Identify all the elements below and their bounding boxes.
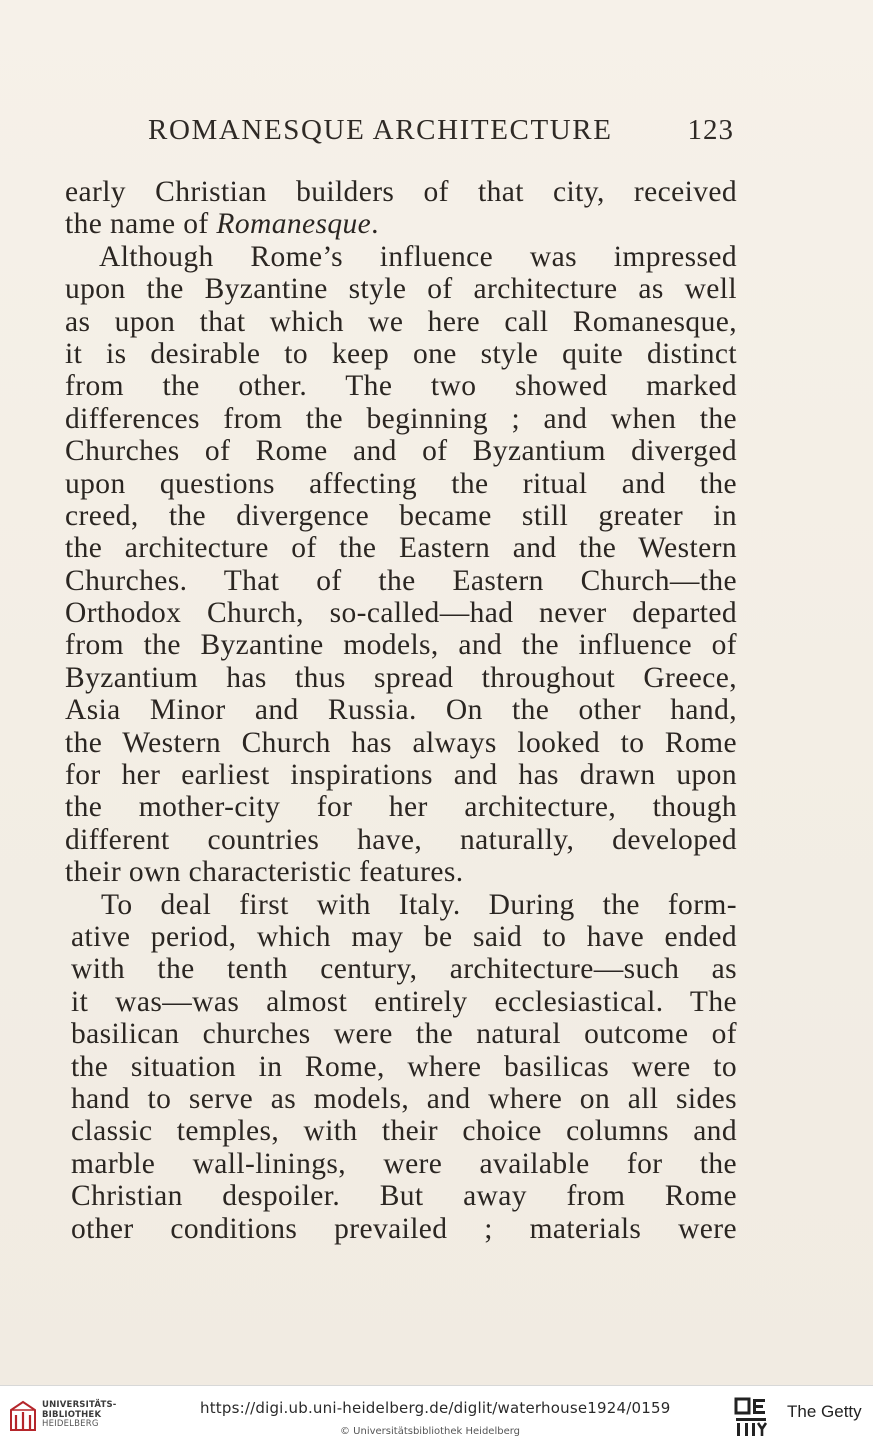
text-line: the situation in Rome, where basilicas were to	[71, 1050, 737, 1083]
text-line: classic temples, with their choice columns and	[71, 1115, 737, 1148]
text-line: from the other. The two showed marked	[65, 370, 737, 403]
page-number: 123	[687, 114, 734, 146]
text-line: other conditions prevailed ; materials were	[71, 1212, 737, 1245]
text-line: ative period, which may be said to have ended	[71, 920, 737, 953]
text-line: it was—was almost entirely ecclesiastical. The	[71, 985, 737, 1018]
text-line: from the Byzantine models, and the influence of	[65, 629, 737, 662]
text-line: creed, the divergence became still greater in	[65, 499, 737, 532]
text-line: Asia Minor and Russia. On the other hand,	[65, 694, 737, 727]
text-run: .	[371, 208, 379, 241]
text-line: differences from the beginning ; and when the	[65, 402, 737, 435]
getty-name: The Getty	[787, 1402, 862, 1421]
text-line: basilican churches were the natural outcome of	[71, 1018, 737, 1051]
text-line: Churches. That of the Eastern Church—the	[65, 564, 737, 597]
getty-logo-icon[interactable]	[734, 1396, 768, 1440]
permalink-url[interactable]: https://digi.ub.uni-heidelberg.de/diglit/waterhouse1924/0159	[200, 1399, 671, 1417]
text-line: it is desirable to keep one style quite distinct	[65, 337, 737, 370]
library-line-1: UNIVERSITÄTS-	[42, 1400, 117, 1410]
text-line: for her earliest inspirations and has drawn upon	[65, 759, 737, 792]
body-text	[65, 176, 737, 1245]
text-line: upon questions affecting the ritual and the	[65, 467, 737, 500]
text-line: as upon that which we here call Romanesque,	[65, 305, 737, 338]
text-line	[65, 208, 737, 240]
text-line: marble wall-linings, were available for the	[71, 1147, 737, 1180]
running-head	[148, 114, 738, 148]
text-line: Byzantium has thus spread throughout Greece,	[65, 661, 737, 694]
running-head-title: ROMANESQUE ARCHITECTURE	[148, 114, 613, 146]
text-line: the Western Church has always looked to Rome	[65, 726, 737, 759]
text-run: the name of	[65, 208, 217, 241]
text-line: their own characteristic features.	[65, 856, 464, 889]
library-line-3: HEIDELBERG	[42, 1419, 99, 1429]
text-line: different countries have, naturally, developed	[65, 823, 737, 856]
text-line: Orthodox Church, so-called—had never departed	[65, 597, 737, 630]
italic-term: Romanesque	[216, 208, 372, 241]
text-line: Christian despoiler. But away from Rome	[71, 1180, 737, 1213]
text-line: Churches of Rome and of Byzantium diverged	[65, 435, 737, 468]
text-line: with the tenth century, architecture—such as	[71, 953, 737, 986]
text-line: hand to serve as models, and where on all sides	[71, 1082, 737, 1115]
viewer-footer	[0, 1385, 873, 1449]
copyright-notice: © Universitätsbibliothek Heidelberg	[340, 1426, 521, 1437]
text-line: the architecture of the Eastern and the Western	[65, 532, 737, 565]
text-line: the mother-city for her architecture, though	[65, 791, 737, 824]
text-line: To deal first with Italy. During the form-	[101, 888, 737, 921]
text-line: upon the Byzantine style of architecture as well	[65, 273, 737, 306]
text-line: Although Rome’s influence was impressed	[99, 240, 737, 273]
text-line: early Christian builders of that city, received	[65, 176, 737, 208]
university-library-name	[42, 1401, 117, 1430]
university-library-logo-icon[interactable]	[8, 1400, 38, 1434]
library-line-2: BIBLIOTHEK	[42, 1409, 102, 1420]
